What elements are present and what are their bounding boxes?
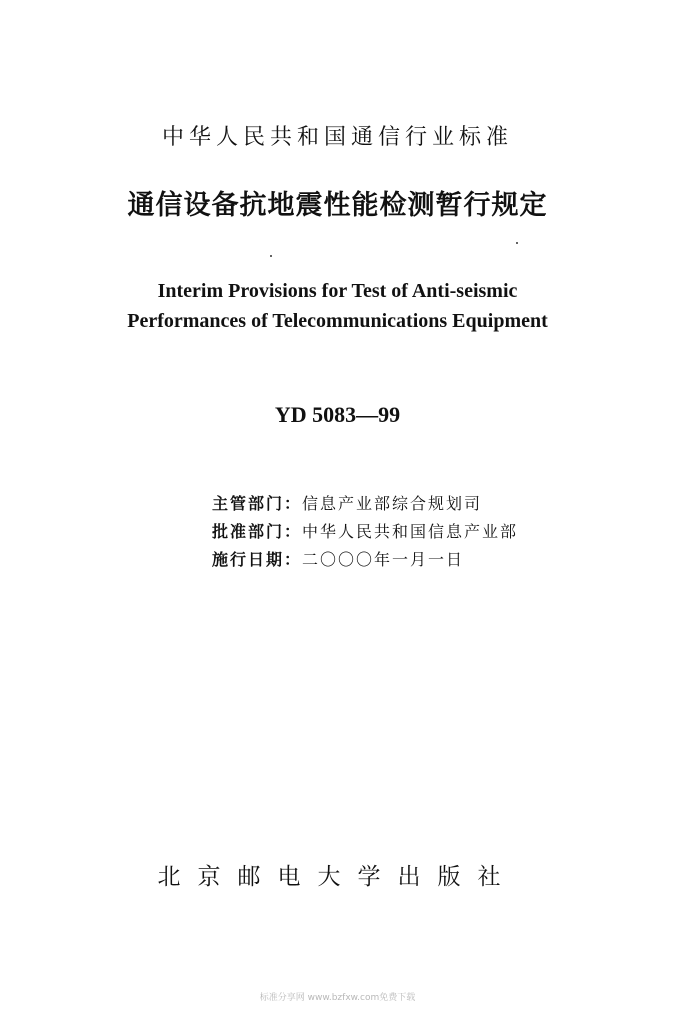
info-label: 主管部门：: [212, 494, 303, 513]
publisher-name: 北京邮电大学出版社: [157, 864, 518, 890]
info-row-effective-date: [212, 546, 518, 574]
watermark-footer: 标准分享网 www.bzfxw.com免费下载: [259, 993, 416, 1003]
chinese-title: 通信设备抗地震性能检测暂行规定: [127, 190, 548, 221]
scan-speck: [516, 242, 518, 244]
info-row-approval: [212, 518, 518, 546]
info-value: 中华人民共和国信息产业部: [302, 522, 519, 541]
info-value: 信息产业部综合规划司: [302, 494, 483, 513]
info-row-authority: [212, 490, 518, 518]
standard-number: YD 5083—99: [274, 402, 401, 427]
scan-speck: [270, 255, 272, 257]
info-label: 施行日期：: [212, 550, 303, 569]
info-value: 二〇〇〇年一月一日: [302, 550, 465, 569]
english-title-line2: Performances of Telecommunications Equipment: [127, 310, 548, 332]
info-label: 批准部门：: [212, 522, 303, 541]
standard-type-heading: 中华人民共和国通信行业标准: [161, 125, 513, 150]
info-block: [212, 490, 518, 574]
english-title-line1: Interim Provisions for Test of Anti-seismic: [157, 280, 518, 302]
